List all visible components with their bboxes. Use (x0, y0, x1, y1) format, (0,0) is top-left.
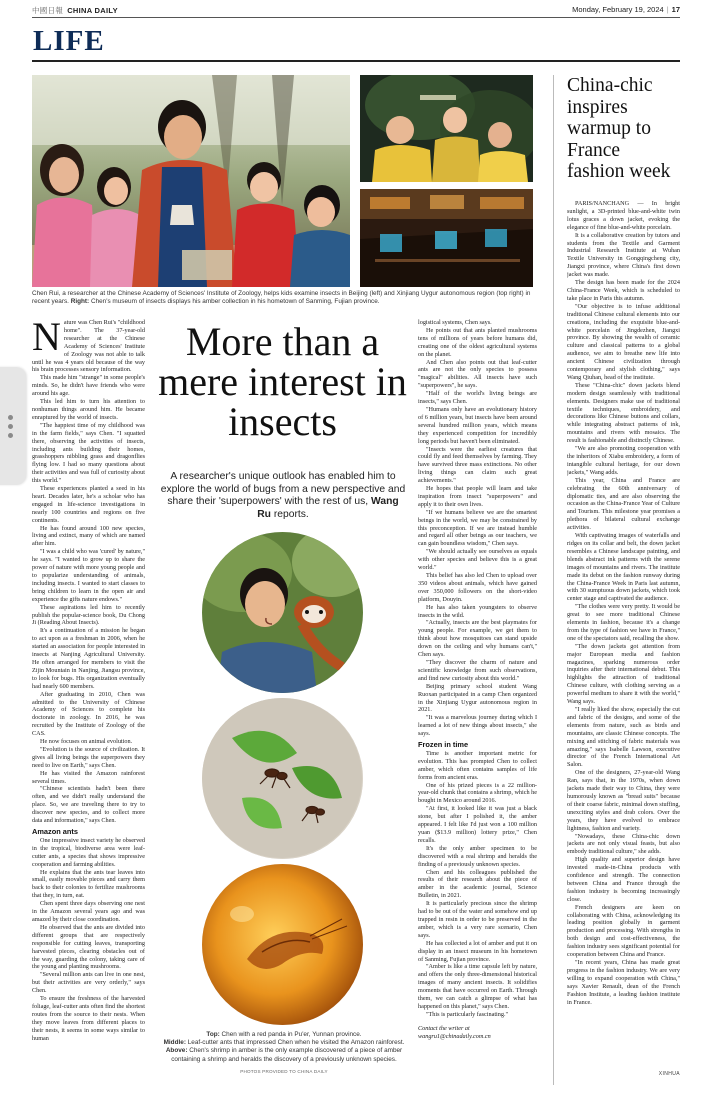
article-paragraph: Chen spent three days observing one nest in the Amazon several years ago and was amazed by their close coordination. (32, 900, 145, 923)
article-paragraph: After graduating in 2010, Chen was admitted to the University of Chinese Academy of Sciences to complete his doctorate in zoology. In 2016, he was recruited by the Institute of Zoology of the CAS. (32, 690, 145, 738)
subhead-amazon-ants: Amazon ants (32, 827, 78, 836)
article-paragraph: "Insects were the earliest creatures that could fly and feed themselves by farming. They have survived three mass extinctions. No other living things can claim such great achievements." (418, 445, 537, 485)
section-title: LIFE (33, 25, 105, 57)
photo-credit: PHOTOS PROVIDED TO CHINA DAILY (240, 1069, 328, 1074)
article-paragraph: "We should actually see ourselves as equals with other species and believe this is a great world." (418, 548, 537, 572)
article-paragraph: One impressive insect variety he observed in the tropical, biodiverse area were leaf-cutter ants, a species that shows impressive cooperation and farming abilities. (32, 836, 145, 868)
china-daily-logo (32, 5, 118, 16)
article-paragraph: Time is another important metric for evolution. This has prompted Chen to collect amber, which often contains samples of life forms from ancient eras. (418, 749, 537, 781)
sidebar-paragraph: "Nowadays, these China-chic down jackets are not only visual feasts, but also embody traditional culture," she adds. (567, 832, 680, 856)
sidebar-paragraph: "The down jackets got attention from major European media and fashion magazines, sparking numerous order inquiries after their international debut. This highlights the attraction of traditional Chinese culture, with clothing serving as a powerful medium to share it with the world," Wang says. (567, 642, 680, 706)
contact-label: Contact the writer at (418, 1024, 470, 1032)
photo-amber-museum (360, 189, 533, 287)
sidebar-paragraph: "In recent years, China has made great progress in the fashion industry. We are very willing to expand cooperation with China," says Xavier Renault, dean of the French Fashion Institute, a leading fashion institute in France. (567, 959, 680, 1006)
photo-ants-illustration (202, 698, 363, 859)
section-rule (32, 60, 680, 62)
deck-author: Wang Ru (257, 496, 399, 520)
caption-middle-text: Leaf-cutter ants that impressed Chen when he visited the Amazon rainforest. (185, 1039, 405, 1047)
masthead-rule (32, 17, 680, 18)
caption-above-text: Chen's shrimp in amber is the only example discovered of a piece of amber containing a shrimp and heralds the discovery of a previously unknown species. (171, 1047, 403, 1063)
sidebar-paragraph: These "China-chic" down jackets blend modern design seamlessly with traditional elements. Designers make use of traditional textile techniques, embroidery, and decorations like Chinese buttons and collars, while integrating abstract patterns of ink, mountains and rivers with mosaics. The result is fashionable and distinctly Chinese. (567, 381, 680, 445)
article-paragraph: He hopes that people will learn and take inspiration from insect "superpowers" and apply it to their own lives. (418, 485, 537, 508)
article-lead-paragraph (32, 319, 145, 374)
top-caption-right-text: Chen's museum of insects displays his amber collection in his hometown of Sanming, Fujian province. (89, 298, 380, 306)
issue-date: Monday, February 19, 2024 (572, 5, 664, 14)
sidebar-paragraph: This year, China and France are celebrating the 60th anniversary of diplomatic ties, and are also observing the occasion as the China-France Year of Culture and Tourism. This milestone year promises a plethora of bilateral cultural exchange activities. (567, 476, 680, 532)
photo-amber-illustration (202, 864, 363, 1025)
dateline (572, 5, 680, 14)
photo-shrimp-in-amber (202, 864, 363, 1025)
article-paragraph: "Evolution is the source of civilization. It gives all living beings the superpowers they need to live on Earth," says Chen. (32, 745, 145, 769)
sidebar-paragraph: "The clothes were very pretty. It would be great to see more traditional Chinese elements in fashion, because it's a change from the type of fashion we have in France," one of the spectators said, recalling the show. (567, 603, 680, 642)
side-panel-tab[interactable] (0, 367, 26, 485)
lead-text: ature was Chen Rui's "childhood home". The 37-year-old researcher at the Chinese Academy of Sciences' Institute of Zoology was not able to talk until he was 4 years old because of the way his brain processes sensory information. (32, 319, 145, 374)
article-paragraph: To ensure the freshness of the harvested foliage, leaf-cutter ants often find the shortest routes from the source to their nests. When they move leaves from different places to their nests, it seems in some ways similar to human (32, 995, 145, 1042)
article-paragraph: "Humans only have an evolutionary history of 6 million years, but insects have been around several hundred million years, which means they experienced competition for incredibly long periods but haven't been eliminated. (418, 405, 537, 445)
article-column-1 (32, 319, 145, 1081)
article-paragraph: These aspirations led him to recently publish the popular-science book, Du Chong Ji (Reading About Insects). (32, 603, 145, 627)
article-paragraph: "I was a child who was 'cured' by nature," he says. "I wanted to grow up to share the power of nature with more young people and to popularize understanding of animals, including insects. I wanted to start classes to bring children to learn in the open air and experience the gifts nature endows." (32, 548, 145, 603)
more-dot-icon (8, 424, 13, 429)
more-dot-icon (8, 415, 13, 420)
sidebar-paragraph: French designers are keen on collaborating with China, acknowledging its leading position globally in garment production and processing. With strengths in both design and cost-effectiveness, the fashion industry sees significant potential for cooperation between China and France. (567, 903, 680, 959)
article-paragraph: This belief has also led Chen to upload over 350 videos about animals, which have gained over 350,000 followers on the short-video platform, Douyin. (418, 572, 537, 603)
more-dot-icon (8, 433, 13, 438)
article-paragraph: It is particularly precious since the shrimp had to be out of the water and somehow end up trapped in resin in order to be preserved in the amber, which is a very rare scenario, Chen says. (418, 900, 537, 939)
article-paragraph: This made him "strange" in some people's minds. So, he didn't have friends who were around his age. (32, 374, 145, 398)
article-paragraph: "The happiest time of my childhood was in the farm fields," says Chen. "I squatted there, observing the activities of insects, including ants building their homes, grasshoppers nibbling grass and dragonflies flying low. I had so many questions about their activities and was full of curiosity about this world." (32, 421, 145, 485)
caption-top-label: Top: (206, 1031, 220, 1038)
photo-museum-illustration (360, 189, 533, 287)
article-paragraph: "If we humans believe we are the smartest beings in the world, we may be constrained by this preconception. If we are instead humble and regard all other beings as our teachers, we can gain boundless wisdom," Chen says. (418, 508, 537, 548)
caption-top-text: Chen with a red panda in Pu'er, Yunnan province. (219, 1031, 362, 1038)
article-paragraph: Chen and his colleagues published the results of their research about the piece of amber in the academic journal, Science Bulletin, in 2021. (418, 868, 537, 900)
sidebar-paragraph: High quality and superior design have invested made-in-China products with confidence and strength. The connection between China and France through the fashion industry is becoming increasingly close. (567, 856, 680, 903)
article-headline: More than a mere interest in insects (158, 319, 407, 444)
sidebar-paragraph: "I really liked the show, especially the cut and fabric of the designs, and some of the elements from nature, such as birds and mountains, are classic Chinese concepts. The mixing and stitching of fabric materials was amazing," says Isabelle Lawson, executive director of the French International Art Salon. (567, 706, 680, 769)
article-paragraph: "This is particularly fascinating." (426, 1010, 509, 1018)
caption-above-label: Above: (165, 1047, 188, 1055)
article-paragraph: He has found around 100 new species, living and extinct, many of which are named after him. (32, 524, 145, 548)
article-paragraph: "Several million ants can live in one nest, but their activities are very orderly," says Chen. (32, 971, 145, 995)
logo-english: CHINA DAILY (67, 6, 118, 15)
drop-cap: N (32, 319, 61, 359)
article-paragraph: And Chen also points out that leaf-cutter ants are not the only species to possess "magical" abilities. All insects have such "superpowers", he says. (418, 358, 537, 390)
page-number: 17 (671, 5, 680, 14)
article-paragraph: These experiences planted a seed in his heart. Decades later, he's a scholar who has engaged in life-science investigations in nearly 100 countries and regions on five continents. (32, 485, 145, 524)
photo-kids-illustration (32, 75, 350, 287)
subhead-frozen-in-time: Frozen in time (418, 740, 469, 750)
article-paragraph: He explains that the ants tear leaves into small, easily movable pieces and carry them back to their colonies to fertilize mushrooms that they, in turn, eat. (32, 868, 145, 900)
article-paragraph: He observed that the ants are divided into different groups that are respectively responsible for cutting leaves, transporting harvested pieces, clearing obstacles out of the way, guarding the colony, taking care of the young and planting mushrooms. (32, 923, 145, 971)
article-paragraph: He points out that ants planted mushrooms tens of millions of years before humans did, creating one of the oldest agricultural systems on the planet. (418, 326, 537, 358)
article-paragraph: "Amber is like a time capsule left by nature, and offers the only three-dimensional historical images of many ancient insects. It solidifies moments that have occurred on Earth. Through them, we can catch a glimpse of what has happened on this planet," says Chen. (418, 963, 537, 1010)
article-paragraph: He has visited the Amazon rainforest several times. (32, 769, 145, 785)
article-column-3 (418, 319, 537, 1081)
sidebar-paragraph: PARIS/NANCHANG — In bright sunlight, a 3D-printed blue-and-white twin lotus graces a down jacket, evoking the elegance of fine blue-and-white porcelain. (567, 200, 680, 231)
deck-text: A researcher's unique outlook has enabled him to explore the world of bugs from a new perspective and share their 'superpowers' with the rest of us, (160, 471, 406, 508)
article-paragraph: "Chinese scientists hadn't been there often, and we didn't really understand the place. So, we are traveling there to try to discover new species, and to collect more data and information," says Chen. (32, 785, 145, 825)
sidebar-credit: XINHUA (658, 1071, 680, 1077)
contact-email[interactable]: wangru1@chinadaily.com.cn (418, 1032, 491, 1040)
sidebar-headline: China-chic inspires warmup to France fashion week (567, 75, 671, 182)
article-paragraph: "Half of the world's living beings are insects," says Chen. (418, 390, 537, 406)
top-caption-text: Chen Rui, a researcher at the Chinese Academy of Sciences' Institute of Zoology, helps kids examine insects in Beijing (left) and Xinjiang Uygur autonomous region (top right) in recent years. (32, 290, 531, 306)
article-paragraph: "Actually, insects are the best playmates for young people. For example, we get them to think about how mosquitoes can stand upside down on the ceiling and why humans can't," Chen says. (418, 619, 537, 659)
sidebar-article-body (567, 200, 680, 1068)
photo-xinjiang-illustration (360, 75, 533, 182)
article-paragraph: One of his prized pieces is a 22 million-year-old chunk that contains a shrimp, which he bought in Mexico around 2016. (418, 781, 537, 805)
dateline-separator: | (666, 5, 669, 14)
article-deck (160, 471, 406, 521)
sidebar-paragraph: "Our objective is to infuse additional traditional Chinese cultural elements into our creations, including the exquisite blue-and-white porcelain of Jingdezhen, Jiangxi province. By showing the wealth of ceramic culture and classical patterns to a global audience, we aim to breathe new life into ancient Chinese civilization through contemporary and stylish clothing," says Wang Qiuhan, head of the institute. (567, 302, 680, 381)
logo-chinese: 中國日報 (32, 6, 64, 15)
sidebar-paragraph: The design has been made for the 2024 China-France Week, which is scheduled to take place in Paris this autumn. (567, 279, 680, 302)
photo-leaf-cutter-ants (202, 698, 363, 859)
article-paragraph: "At first, it looked like it was just a black stone, but after I polished it, the amber appeared. I felt like I'd just won a 100 million yuan ($13.9 million) lottery prize," Chen recalls. (418, 805, 537, 844)
deck-end: reports. (270, 508, 309, 520)
masthead (32, 4, 680, 18)
article-paragraph: logistical systems, Chen says. (418, 319, 492, 326)
sidebar-paragraph: One of the designers, 27-year-old Wang Ran, says that, in the 1970s, when down jackets made their way to China, they were humorously known as "bread suits" because of their coarse fabric, minimal down stuffing, unexciting styles and drab colors. Over the years, they have evolved to embrace lightness, fashion and variety. (567, 769, 680, 832)
top-photo-caption (32, 290, 537, 307)
article-paragraph: He now focuses on animal evolution. (40, 738, 133, 746)
article-paragraph: This led him to turn his attention to nonhuman things around him. He became enraptured by the world of insects. (32, 398, 145, 421)
article-paragraph: He has collected a lot of amber and put it on display in an insect museum in his hometown of Sanming, Fujian province. (418, 939, 537, 963)
column-divider (553, 75, 554, 1085)
writer-contact (418, 1025, 537, 1041)
article-paragraph: Beijing primary school student Wang Ruoxan participated in a camp Chen organized in the Xinjiang Uygur autonomous region in 2021. (418, 682, 537, 714)
top-caption-right-label: Right: (70, 298, 90, 306)
article-paragraph: It's a continuation of a mission he began to act upon as a freshman in 2006, when he started an association for people interested in insects at Nanjing Agricultural University. He often arranged for members to visit the Zijin Mountain in Nanjing, Jiangsu province, to look for bugs. His organization eventually had nearly 600 members. (32, 627, 145, 690)
article-paragraph: "They discover the charm of nature and scientific knowledge from such observations, and find new curiosity about this world." (418, 658, 537, 682)
center-photo-caption (160, 1031, 408, 1064)
photo-red-panda-illustration (202, 532, 363, 693)
sidebar-paragraph: With captivating images of waterfalls and ridges on its collar and belt, the down jacket resembles a Chinese landscape painting, and blends abstract ink patterns with the serene images of mountains and rivers. The institute made its debut on the fashion runway during the China-France Week in Paris last autumn, with 30 sumptuous down jackets, which took center stage and captivated the audience. (567, 532, 680, 603)
article-paragraph: "It was a marvelous journey during which I learned a lot of new things about insects," she says. (418, 714, 537, 738)
sidebar-paragraph: "We are also promoting cooperation with the inheritors of Xiabu embroidery, a form of intangible cultural heritage, for our down jackets," Wang adds. (567, 445, 680, 476)
sidebar-paragraph: It is a collaborative creation by tutors and students from the Textile and Garment Industrial Research Institute at Wuhan Textile University in Gongqingcheng city, Jiangxi province, where China's first down jacket was made. (567, 231, 680, 279)
photo-chen-with-red-panda (202, 532, 363, 693)
caption-middle-label: Middle: (163, 1039, 186, 1047)
photo-xinjiang-camp (360, 75, 533, 182)
article-paragraph: It's the only amber specimen to be discovered with a real shrimp and heralds the finding of a previously unknown species. (418, 844, 537, 868)
article-paragraph: He has also taken youngsters to observe insects in the wild. (418, 603, 537, 619)
photo-kids-examining-insects (32, 75, 350, 287)
